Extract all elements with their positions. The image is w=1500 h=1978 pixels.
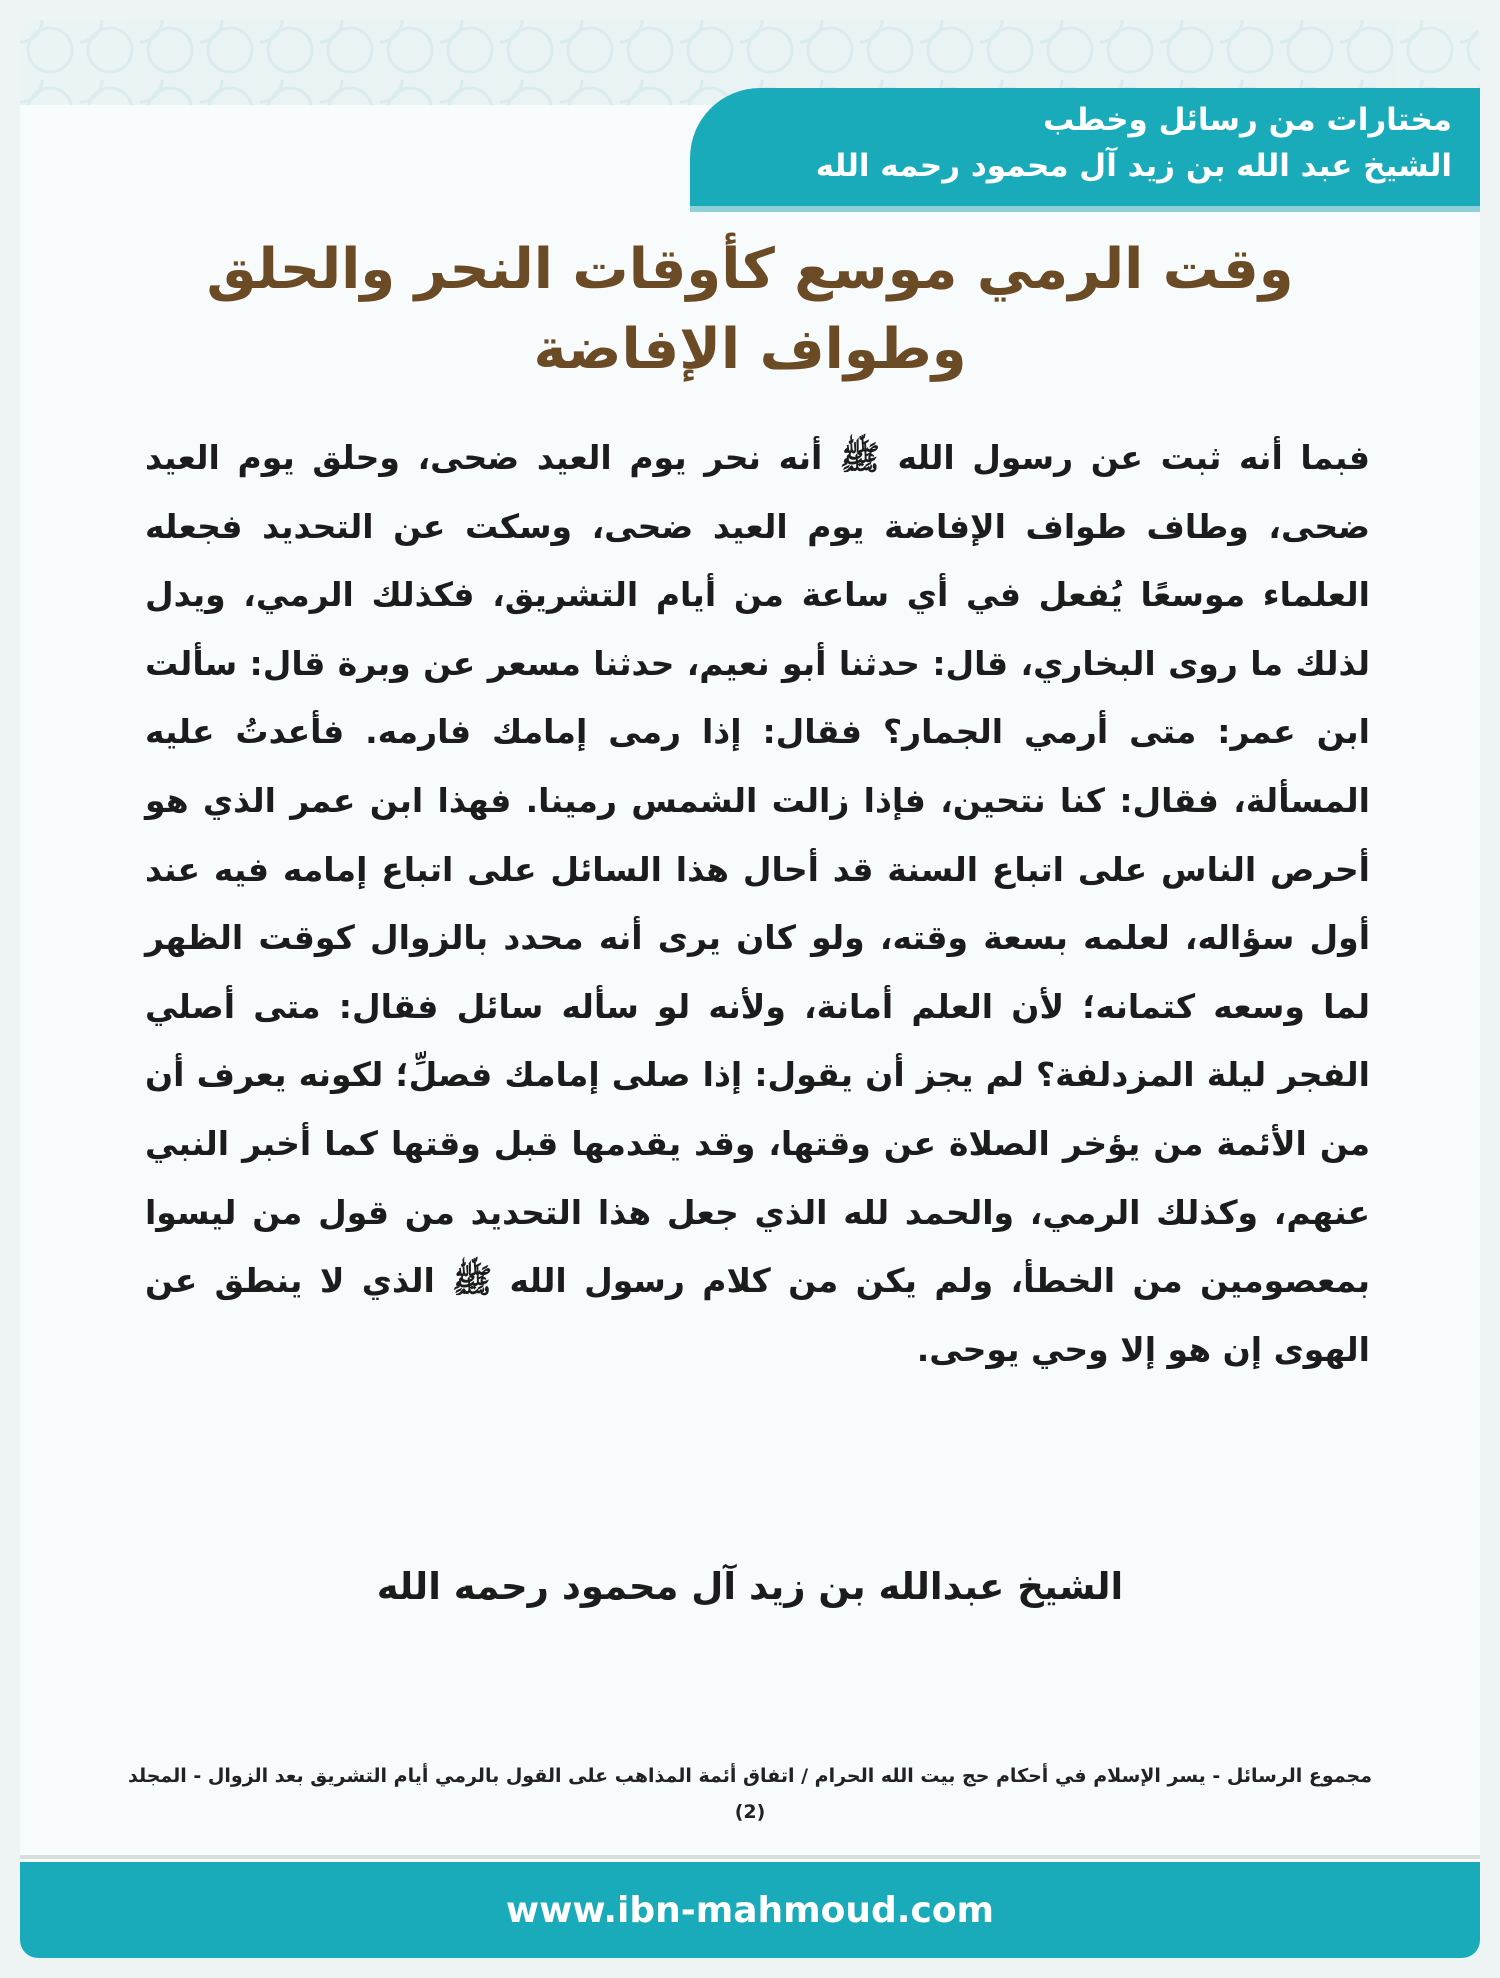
article-body: فبما أنه ثبت عن رسول الله ﷺ أنه نحر يوم العيد ضحى، وحلق يوم العيد ضحى، وطاف طواف الإفاضة يوم العيد ضحى، وسكت عن التحديد فجعله العلماء موسعًا يُفعل في أي ساعة من أيام التشريق، فكذلك الرمي، ويدل لذلك ما روى البخاري، قال: حدثنا أبو نعيم، حدثنا مسعر عن وبرة قال: سألت ابن عمر: متى أرمي الجمار؟ فقال: إذا رمى إمامك فارمه. فأعدتُ عليه المسألة، فقال: كنا نتحين، فإذا زالت الشمس رمينا. فهذا ابن عمر الذي هو أحرص الناس على اتباع السنة قد أحال هذا السائل على اتباع إمامه فيه عند أول سؤاله، لعلمه بسعة وقته، ولو كان يرى أنه محدد بالزوال كوقت الظهر لما وسعه كتمانه؛ لأن العلم أمانة، ولأنه لو سأله سائل فقال: متى أصلي الفجر ليلة المزدلفة؟ لم يجز أن يقول: إذا صلى إمامك فصلِّ؛ لكونه يعرف أن من الأئمة من يؤخر الصلاة عن وقتها، وقد يقدمها قبل وقتها كما أخبر النبي عنهم، وكذلك الرمي، والحمد لله الذي جعل هذا التحديد من قول من ليسوا بمعصومين من الخطأ، ولم يكن من كلام رسول الله ﷺ الذي لا ينطق عن الهوى إن هو إلا وحي يوحى. xyxy=(145,438,1370,1369)
article-title: وقت الرمي موسع كأوقات النحر والحلق وطواف الإفاضة xyxy=(206,237,1294,382)
footer-bar xyxy=(20,1862,1480,1958)
website-link[interactable]: www.ibn-mahmoud.com xyxy=(505,1890,995,1931)
page-frame xyxy=(20,20,1480,1958)
divider xyxy=(20,1855,1480,1859)
author-name: الشيخ عبد الله بن زيد آل محمود رحمه الله xyxy=(815,148,1452,184)
header-banner xyxy=(690,88,1480,206)
series-title: مختارات من رسائل وخطب xyxy=(1043,102,1452,138)
source-reference: مجموع الرسائل - يسر الإسلام في أحكام حج بيت الله الحرام / اتفاق أئمة المذاهب على القول بالرمي أيام التشريق بعد الزوال - المجلد (2) xyxy=(127,1765,1373,1823)
signature: الشيخ عبدالله بن زيد آل محمود رحمه الله xyxy=(376,1565,1124,1608)
